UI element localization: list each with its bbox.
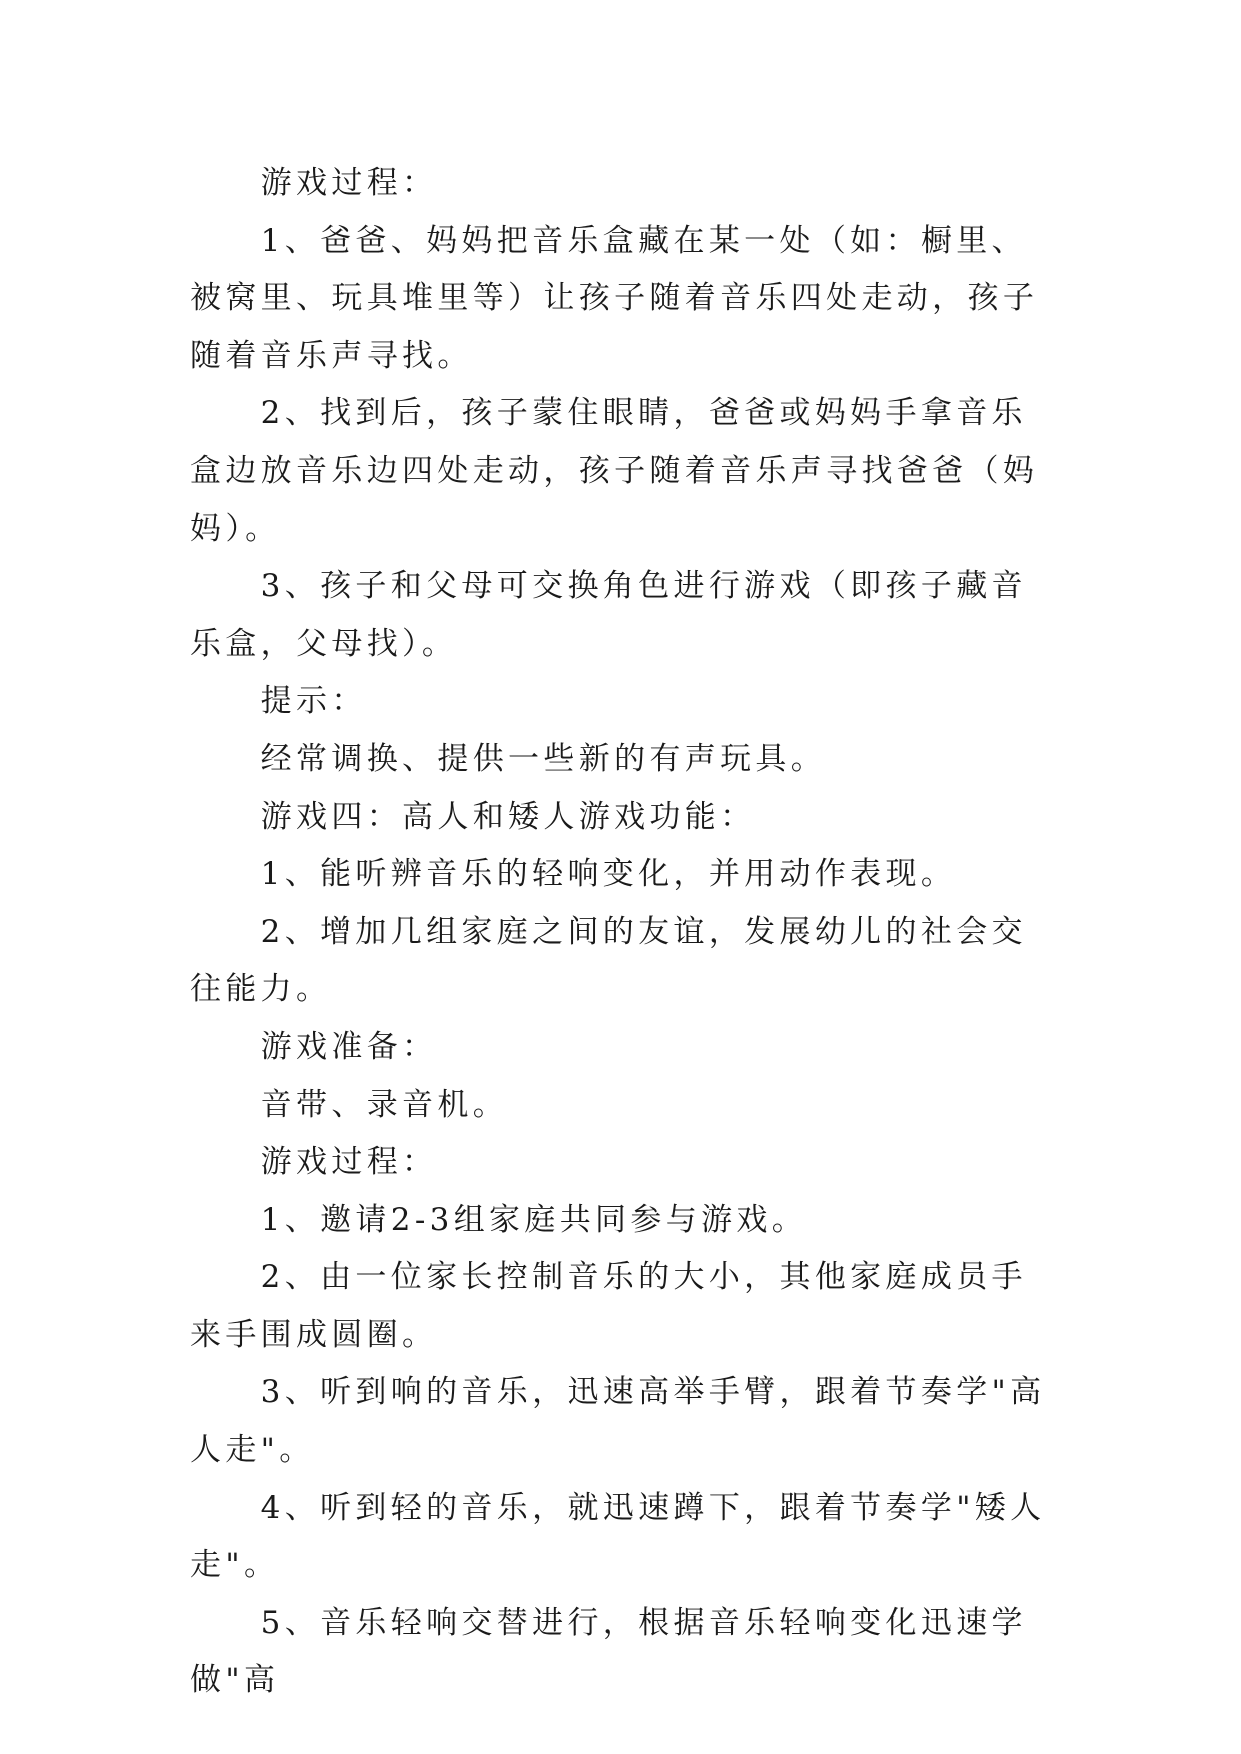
paragraph-tip-heading: 提示： <box>260 683 367 720</box>
paragraph-function-1: 1、能听辨音乐的轻响变化，并用动作表现。 <box>260 856 957 893</box>
paragraph-step-3: 3、孩子和父母可交换角色进行游戏（即孩子藏音乐盒，父母找）。 <box>190 568 1027 662</box>
paragraph-process-heading: 游戏过程： <box>260 165 438 201</box>
paragraph-step-5b: 5、音乐轻响交替进行，根据音乐轻响变化迅速学做"高 <box>190 1604 1027 1699</box>
paragraph-game-four-heading: 游戏四：高人和矮人游戏功能： <box>260 798 756 835</box>
paragraph-step-4b: 4、听到轻的音乐，就迅速蹲下，跟着节奏学"矮人走"。 <box>190 1489 1046 1584</box>
paragraph-step-1: 1、爸爸、妈妈把音乐盒藏在某一处（如：橱里、被窝里、玩具堆里等）让孩子随着音乐四处走动，孩子随着音乐声寻找。 <box>190 222 1039 374</box>
paragraph-step-1b: 1、邀请2-3组家庭共同参与游戏。 <box>260 1201 808 1238</box>
paragraph-function-2: 2、增加几组家庭之间的友谊，发展幼儿的社会交往能力。 <box>190 913 1027 1008</box>
paragraph-step-2: 2、找到后，孩子蒙住眼睛，爸爸或妈妈手拿音乐盒边放音乐边四处走动，孩子随着音乐声寻找爸爸（妈妈）。 <box>190 395 1039 547</box>
paragraph-preparation-heading: 游戏准备： <box>260 1028 438 1065</box>
paragraph-tip: 经常调换、提供一些新的有声玩具。 <box>260 740 827 777</box>
paragraph-preparation: 音带、录音机。 <box>260 1086 509 1123</box>
paragraph-step-2b: 2、由一位家长控制音乐的大小，其他家庭成员手来手围成圆圈。 <box>190 1259 1027 1353</box>
document-body <box>190 155 1052 1710</box>
paragraph-step-3b: 3、听到响的音乐，迅速高举手臂，跟着节奏学"高人走"。 <box>190 1374 1046 1469</box>
paragraph-process-heading-2: 游戏过程： <box>260 1144 438 1181</box>
